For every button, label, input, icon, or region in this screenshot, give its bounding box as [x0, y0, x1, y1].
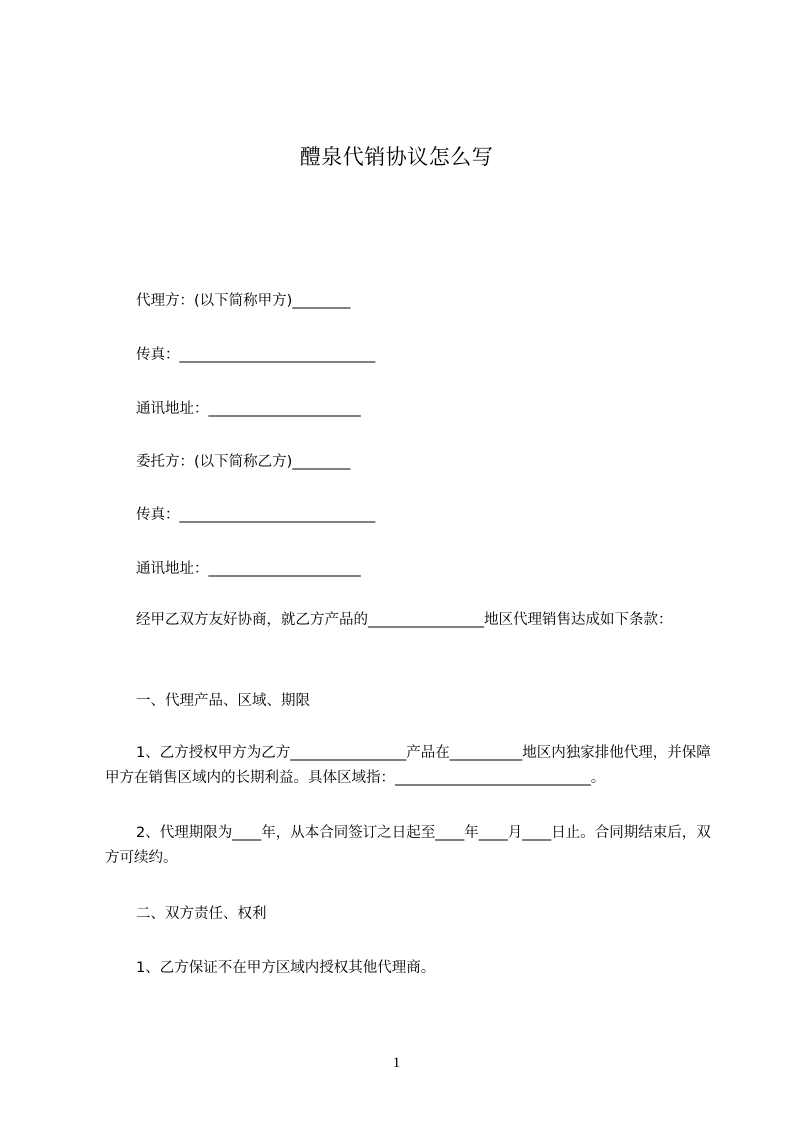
section-1-heading: 一、代理产品、区域、期限 — [136, 693, 310, 709]
clause-1-1: 1、乙方授权甲方为乙方________________产品在__________地区内独家排他代理，并保障甲方在销售区域内的长期利益。具体区域指：___________________________。 — [105, 745, 711, 786]
document-title: 醴泉代销协议怎么写 — [299, 145, 494, 169]
principal-fax-line: 传真：___________________________ — [136, 507, 376, 523]
principal-party-line: 委托方：(以下简称乙方)________ — [136, 454, 351, 470]
intro-paragraph: 经甲乙双方友好协商，就乙方产品的________________地区代理销售达成如下条款： — [136, 612, 673, 628]
agent-party-line: 代理方：(以下简称甲方)________ — [136, 293, 351, 309]
section-2-heading: 二、双方责任、权利 — [136, 906, 267, 922]
clause-1-2: 2、代理期限为____年，从本合同签订之日起至____年____月____日止。合同期结束后，双方可续约。 — [105, 825, 711, 866]
agent-fax-line: 传真：___________________________ — [136, 347, 376, 363]
agent-address-line: 通讯地址：_____________________ — [136, 401, 361, 417]
clause-2-1: 1、乙方保证不在甲方区域内授权其他代理商。 — [136, 960, 436, 976]
principal-address-line: 通讯地址：_____________________ — [136, 561, 361, 577]
page-number: 1 — [392, 1055, 401, 1071]
